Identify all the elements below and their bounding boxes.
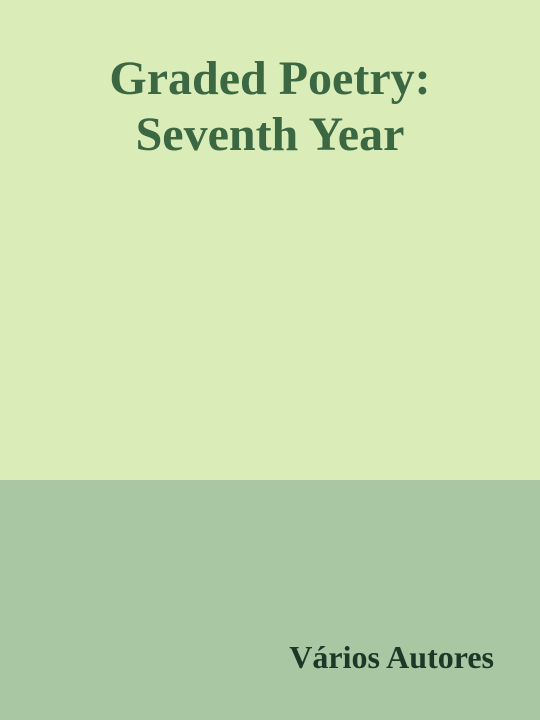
book-title	[20, 51, 520, 163]
book-title-line-2: Seventh Year	[135, 108, 405, 161]
book-author: Vários Autores	[289, 639, 494, 675]
cover-bottom-panel	[0, 480, 540, 720]
book-title-line-1: Graded Poetry:	[109, 52, 431, 105]
